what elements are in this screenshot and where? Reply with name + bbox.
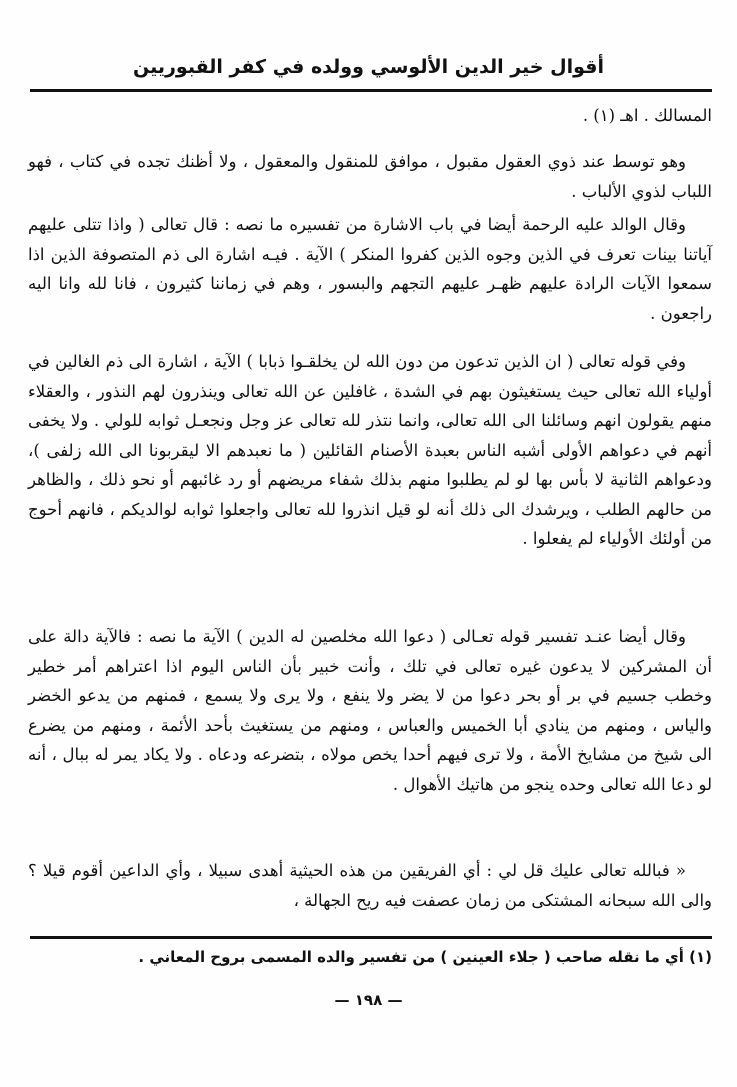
body-paragraph-intro: [28, 101, 712, 131]
footnote: (١) أي ما نقله صاحب ( جلاء العينين ) من تفسير والده المسمى بروح المعاني .: [138, 948, 712, 966]
footnote-divider: [30, 936, 712, 939]
body-paragraph-1: [28, 147, 712, 206]
header-divider: [30, 89, 712, 92]
body-paragraph-4: [28, 622, 712, 799]
paragraph-text: [28, 856, 712, 915]
page-header-title: أقوال خير الدين الألوسي وولده في كفر القبوريين: [133, 56, 604, 78]
paragraph-text: [28, 147, 712, 206]
paragraph-text: [28, 347, 712, 554]
paragraph-content: « فبالله تعالى عليك قل لي : أي الفريقين من هذه الحيثية أهدى سبيلا ، وأي الداعين أقوم قيلا ؟ والى الله سبحانه المشتكى من زمان عصفت فيه ريح الجهالة ،: [28, 861, 712, 910]
body-paragraph-3: [28, 347, 712, 554]
paragraph-text: [28, 622, 712, 799]
paragraph-content: وهو توسط عند ذوي العقول مقبول ، موافق للمنقول والمعقول ، ولا أظنك تجده في كتاب ، فهو اللباب لذوي الألباب .: [28, 152, 712, 201]
paragraph-content: وفي قوله تعالى ( ان الذين تدعون من دون الله لن يخلقـوا ذبابا ) الآية ، اشارة الى ذم الغالين في أولياء الله تعالى حيث يستغيثون بهم في الشدة ، غافلين عن الله تعالى وينذرون لهم النذور ، والعقلاء منهم يقولون انهم وسائلنا الى الله تعالى، وانما نتذر لله تعالى عز وجل ونجعـل ثوابه للولي . ولا يخفى أنهم في دعواهم الأولى أشبه الناس بعبدة الأصنام القائلين ( ما نعبدهم الا ليقربونا الى الله زلفى )، ودعواهم الثانية لا بأس بها لو لم يطلبوا منهم بذلك شفاء مريضهم أو رد غائبهم أو نحو ذلك ، والظاهر من حالهم الطلب ، ويرشدك الى ذلك أنه لو قيل انذروا لله تعالى واجعلوا ثوابه لوالديكم ، فانهم أحوج من أولئك الأولياء لم يفعلوا .: [28, 352, 712, 548]
page-number: — ١٩٨ —: [334, 991, 403, 1009]
paragraph-content: وقال الوالد عليه الرحمة أيضا في باب الاشارة من تفسيره ما نصه : قال تعالى ( واذا تتلى عليهم آياتنا بينات تعرف في الذين وجوه الذين كفروا المنكر ) الآية . فيـه اشارة الى ذم المتصوفة الذين اذا سمعوا الآيات الرادة عليهم ظهـر عليهم التجهم والبسور ، وهم في زماننا كثيرون ، فانا لله وانا اليه راجعون .: [28, 215, 712, 323]
body-paragraph-5: [28, 856, 712, 915]
paragraph-text: المسالك . اهـ (١) .: [582, 106, 712, 125]
body-paragraph-2: [28, 210, 712, 328]
paragraph-content: وقال أيضا عنـد تفسير قوله تعـالى ( دعوا الله مخلصين له الدين ) الآية ما نصه : فالآية دالة على أن المشركين لا يدعون غيره تعالى في تلك ، وأنت خبير بأن الناس اليوم اذا اعتراهم أمر خطير وخطب جسيم في بر أو بحر دعوا من لا يضر ولا ينفع ، ولا يرى ولا يسمع ، فمنهم من يدعو الخضر والياس ، ومنهم من ينادي أبا الخميس والعباس ، ومنهم من يستغيث بأحد الأئمة ، ومنهم من يضرع الى شيخ من مشايخ الأمة ، ولا ترى فيهم أحدا يخص مولاه ، بتضرعه ودعاه . ولا يكاد يمر له ببال ، أنه لو دعا الله تعالى وحده ينجو من هاتيك الأهوال .: [28, 627, 712, 794]
paragraph-text: [28, 210, 712, 328]
